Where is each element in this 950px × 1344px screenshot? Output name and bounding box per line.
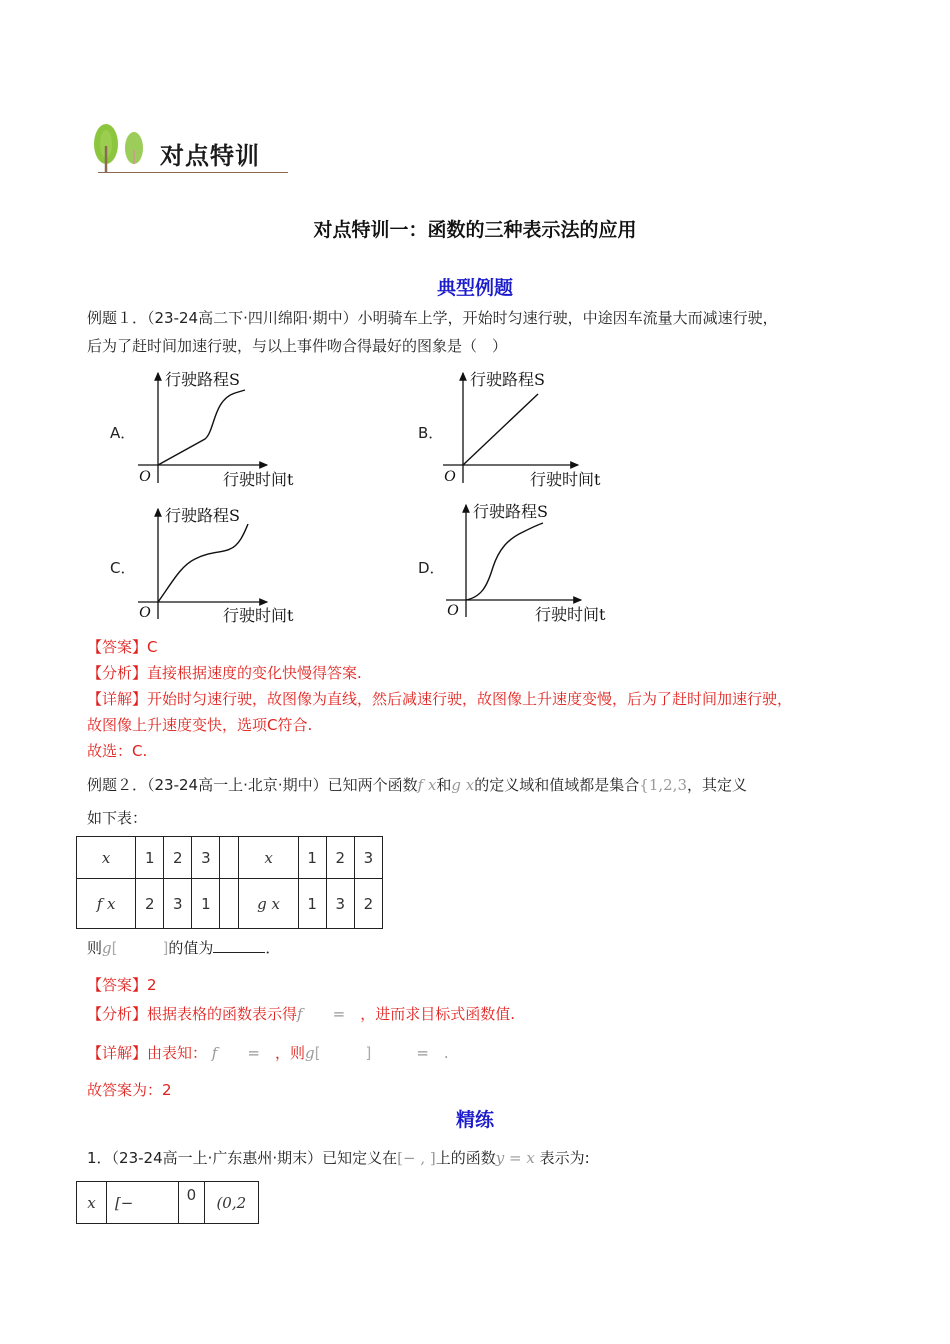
- option-b-label: B．: [418, 424, 444, 442]
- y-axis-label: 行驶路程S: [470, 370, 545, 389]
- page-title: 对点特训一：函数的三种表示法的应用: [313, 219, 637, 241]
- x-axis-label: 行驶时间t: [535, 605, 606, 624]
- table-header-x: x: [77, 1182, 107, 1224]
- table-header-x: x: [239, 837, 298, 879]
- option-b-graph: [440, 365, 620, 490]
- x-axis-label: 行驶时间t: [223, 606, 294, 625]
- example2-analysis: 【分析】根据表格的函数表示得f = ，进而求目标式函数值.: [87, 1005, 515, 1023]
- tree-icon: [88, 118, 158, 178]
- example1-answer: 【答案】C: [87, 638, 158, 656]
- table-cell: 1: [298, 837, 326, 879]
- table-cell: 2: [164, 837, 192, 879]
- example2-question-line1: 例题２．（23-24高一上·北京·期中）已知两个函数f x和g x的定义域和值域都是集合{1,2,3，其定义: [87, 776, 748, 794]
- banner-underline: [98, 172, 288, 173]
- math-set: {1,2,3: [639, 776, 687, 794]
- option-c-label: C．: [110, 559, 136, 577]
- example2-question-line2: 如下表：: [87, 809, 148, 827]
- table-label-fx: f x: [77, 879, 136, 929]
- table-label-gx: g x: [239, 879, 298, 929]
- section-title-practice: 精练: [455, 1109, 494, 1131]
- table-cell: 3: [326, 879, 354, 929]
- table-cell: 0: [179, 1182, 205, 1224]
- example1-detail-line2: 故图像上升速度变快，选项C符合.: [87, 716, 313, 734]
- table-cell: 3: [354, 837, 382, 879]
- function-table: [76, 836, 383, 929]
- table-cell: 3: [164, 879, 192, 929]
- y-axis-label: 行驶路程S: [165, 370, 240, 389]
- answer-blank: [213, 938, 265, 953]
- x-axis-label: 行驶时间t: [530, 470, 601, 489]
- section-banner: [88, 118, 288, 178]
- example1-analysis: 【分析】直接根据速度的变化快慢得答案.: [87, 664, 362, 682]
- table-spacer: [220, 837, 239, 879]
- y-axis-label: 行驶路程S: [165, 506, 240, 525]
- example1-question-line1: 例题１．（23-24高二下·四川绵阳·期中）小明骑车上学，开始时匀速行驶，中途因车流量大而减速行驶，: [87, 309, 778, 327]
- banner-title: 对点特训: [160, 142, 260, 170]
- practice1-table: [76, 1181, 259, 1224]
- practice1-question: 1．（23-24高一上·广东惠州·期末）已知定义在[− , ]上的函数y = x 表示为:: [87, 1149, 590, 1167]
- svg-text:O: O: [444, 468, 456, 485]
- y-axis-label: 行驶路程S: [473, 502, 548, 521]
- svg-text:O: O: [139, 604, 151, 621]
- table-cell: 2: [326, 837, 354, 879]
- option-d-label: D．: [418, 559, 445, 577]
- option-c-graph: [135, 501, 315, 626]
- option-d-graph: [443, 497, 623, 622]
- table-header-x: x: [77, 837, 136, 879]
- example1-detail-line1: 【详解】开始时匀速行驶，故图像为直线，然后减速行驶，故图像上升速度变慢，后为了赶时间加速行驶，: [87, 690, 793, 708]
- table-cell: (0,2: [204, 1182, 258, 1224]
- example1-conclusion: 故选：C.: [87, 742, 148, 760]
- example2-question-blank: 则g[ ]的值为 ．: [87, 939, 281, 957]
- section-title-typical: 典型例题: [436, 277, 513, 299]
- table-cell: 2: [354, 879, 382, 929]
- example2-detail: 【详解】由表知： f = ，则g[ ] = .: [87, 1044, 449, 1062]
- math-gx: g x: [451, 776, 475, 794]
- example1-question-line2: 后为了赶时间加速行驶，与以上事件吻合得最好的图象是（ ）: [87, 337, 508, 355]
- table-cell: 2: [136, 879, 164, 929]
- example2-conclusion: 故答案为：2: [87, 1081, 172, 1099]
- table-spacer: [220, 879, 239, 929]
- math-fx: f x: [417, 776, 437, 794]
- svg-text:O: O: [447, 602, 459, 619]
- table-cell: 3: [192, 837, 220, 879]
- x-axis-label: 行驶时间t: [223, 470, 294, 489]
- table-cell: 1: [136, 837, 164, 879]
- option-a-graph: [135, 365, 315, 490]
- table-cell: 1: [298, 879, 326, 929]
- table-cell: 1: [192, 879, 220, 929]
- option-a-label: A．: [110, 424, 136, 442]
- svg-text:O: O: [139, 468, 151, 485]
- example2-answer: 【答案】2: [87, 976, 157, 994]
- table-cell: [−: [106, 1182, 178, 1224]
